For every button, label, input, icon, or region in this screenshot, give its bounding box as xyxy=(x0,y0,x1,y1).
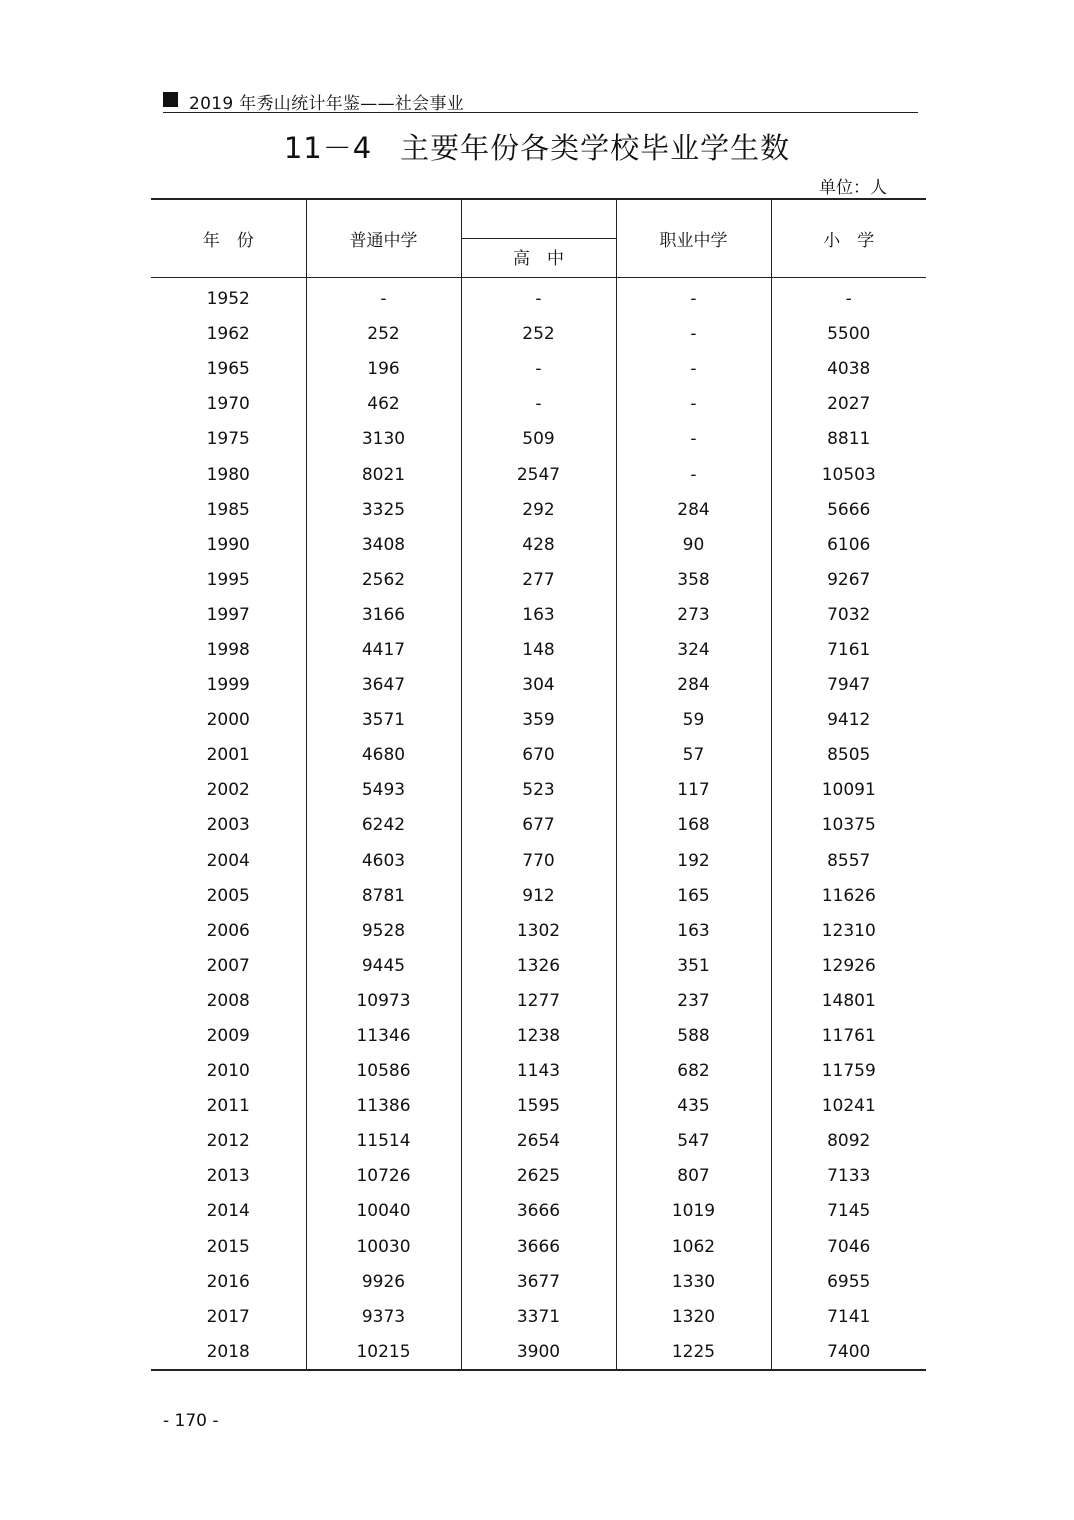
high-school-cell: 1238 xyxy=(461,1018,616,1053)
high-school-cell: 912 xyxy=(461,878,616,913)
year-cell: 2014 xyxy=(206,1201,250,1222)
year-cell: 2008 xyxy=(206,990,250,1011)
vocational-cell: 117 xyxy=(616,773,771,808)
header-high-school: 高 中 xyxy=(461,238,616,277)
general-middle-cell: 11386 xyxy=(306,1089,461,1124)
year-cell: 1980 xyxy=(206,464,250,485)
header-vocational-school: 职业中学 xyxy=(616,199,771,277)
vocational-cell: 57 xyxy=(616,738,771,773)
primary-cell: - xyxy=(771,277,926,317)
table-header xyxy=(151,199,926,277)
primary-cell: 8505 xyxy=(771,738,926,773)
year-cell: 2011 xyxy=(206,1096,250,1117)
table-body xyxy=(151,277,926,1370)
year-cell: 2013 xyxy=(206,1166,250,1187)
primary-cell: 7145 xyxy=(771,1194,926,1229)
high-school-cell: 277 xyxy=(461,562,616,597)
high-school-cell: 148 xyxy=(461,632,616,667)
general-middle-cell: 11514 xyxy=(306,1124,461,1159)
year-cell: 1952 xyxy=(206,289,250,310)
square-bullet-icon xyxy=(163,92,178,107)
high-school-cell: 2654 xyxy=(461,1124,616,1159)
high-school-cell: 3666 xyxy=(461,1194,616,1229)
vocational-cell: - xyxy=(616,387,771,422)
table-row xyxy=(151,562,926,597)
table-row xyxy=(151,913,926,948)
primary-cell: 14801 xyxy=(771,983,926,1018)
year-cell: 1985 xyxy=(206,499,250,520)
year-cell: 2001 xyxy=(206,745,250,766)
table-row xyxy=(151,277,926,317)
running-head xyxy=(163,90,918,113)
vocational-cell: - xyxy=(616,317,771,352)
year-cell: 1975 xyxy=(206,429,250,450)
vocational-cell: 90 xyxy=(616,527,771,562)
vocational-cell: 1225 xyxy=(616,1334,771,1370)
table-row xyxy=(151,317,926,352)
primary-cell: 9267 xyxy=(771,562,926,597)
primary-cell: 2027 xyxy=(771,387,926,422)
table-row xyxy=(151,1194,926,1229)
year-cell: 2002 xyxy=(206,780,250,801)
vocational-cell: 807 xyxy=(616,1159,771,1194)
high-school-cell: 252 xyxy=(461,317,616,352)
table-row xyxy=(151,773,926,808)
primary-cell: 10503 xyxy=(771,457,926,492)
primary-cell: 6955 xyxy=(771,1264,926,1299)
general-middle-cell: 252 xyxy=(306,317,461,352)
general-middle-cell: 3130 xyxy=(306,422,461,457)
vocational-cell: - xyxy=(616,352,771,387)
general-middle-cell: 9373 xyxy=(306,1299,461,1334)
general-middle-cell: 462 xyxy=(306,387,461,422)
general-middle-cell: 4680 xyxy=(306,738,461,773)
high-school-cell: 509 xyxy=(461,422,616,457)
table-row xyxy=(151,422,926,457)
table-row xyxy=(151,738,926,773)
year-cell: 1962 xyxy=(206,324,250,345)
primary-cell: 12310 xyxy=(771,913,926,948)
vocational-cell: 59 xyxy=(616,703,771,738)
header-general-middle-school: 普通中学 xyxy=(306,199,461,277)
primary-cell: 11761 xyxy=(771,1018,926,1053)
primary-cell: 7141 xyxy=(771,1299,926,1334)
high-school-cell: 1277 xyxy=(461,983,616,1018)
vocational-cell: - xyxy=(616,422,771,457)
general-middle-cell: 6242 xyxy=(306,808,461,843)
table-row xyxy=(151,1089,926,1124)
high-school-cell: 770 xyxy=(461,843,616,878)
year-cell: 1998 xyxy=(206,639,250,660)
primary-cell: 7133 xyxy=(771,1159,926,1194)
vocational-cell: 237 xyxy=(616,983,771,1018)
primary-cell: 10375 xyxy=(771,808,926,843)
high-school-cell: 1595 xyxy=(461,1089,616,1124)
vocational-cell: 547 xyxy=(616,1124,771,1159)
general-middle-cell: 10726 xyxy=(306,1159,461,1194)
high-school-cell: - xyxy=(461,277,616,317)
table-title xyxy=(0,126,1074,167)
general-middle-cell: 4603 xyxy=(306,843,461,878)
vocational-cell: 588 xyxy=(616,1018,771,1053)
table-row xyxy=(151,457,926,492)
general-middle-cell: 3647 xyxy=(306,668,461,703)
table-row xyxy=(151,983,926,1018)
primary-cell: 7947 xyxy=(771,668,926,703)
general-middle-cell: 196 xyxy=(306,352,461,387)
primary-cell: 12926 xyxy=(771,948,926,983)
vocational-cell: 284 xyxy=(616,668,771,703)
primary-cell: 10091 xyxy=(771,773,926,808)
vocational-cell: 1330 xyxy=(616,1264,771,1299)
year-cell: 1999 xyxy=(206,675,250,696)
table-row xyxy=(151,1334,926,1370)
primary-cell: 7161 xyxy=(771,632,926,667)
primary-cell: 10241 xyxy=(771,1089,926,1124)
year-cell: 1965 xyxy=(206,359,250,380)
table-row xyxy=(151,703,926,738)
primary-cell: 5666 xyxy=(771,492,926,527)
vocational-cell: 163 xyxy=(616,913,771,948)
year-cell: 2004 xyxy=(206,850,250,871)
general-middle-cell: 11346 xyxy=(306,1018,461,1053)
general-middle-cell: - xyxy=(306,277,461,317)
vocational-cell: 435 xyxy=(616,1089,771,1124)
table-number: 11－4 xyxy=(283,131,373,165)
page-number: - 170 - xyxy=(163,1411,219,1431)
primary-cell: 11759 xyxy=(771,1054,926,1089)
table-row xyxy=(151,492,926,527)
vocational-cell: 324 xyxy=(616,632,771,667)
table-row xyxy=(151,1159,926,1194)
high-school-cell: 677 xyxy=(461,808,616,843)
year-cell: 2012 xyxy=(206,1131,250,1152)
high-school-cell: 428 xyxy=(461,527,616,562)
year-cell: 2007 xyxy=(206,955,250,976)
general-middle-cell: 10040 xyxy=(306,1194,461,1229)
vocational-cell: 165 xyxy=(616,878,771,913)
high-school-cell: 523 xyxy=(461,773,616,808)
vocational-cell: 682 xyxy=(616,1054,771,1089)
header-primary-school: 小 学 xyxy=(771,199,926,277)
primary-cell: 9412 xyxy=(771,703,926,738)
high-school-cell: 1302 xyxy=(461,913,616,948)
table-row xyxy=(151,1054,926,1089)
year-cell: 1997 xyxy=(206,604,250,625)
table-row xyxy=(151,668,926,703)
high-school-cell: 2625 xyxy=(461,1159,616,1194)
general-middle-cell: 10030 xyxy=(306,1229,461,1264)
running-head-text: 2019 年秀山统计年鉴——社会事业 xyxy=(189,94,465,114)
primary-cell: 11626 xyxy=(771,878,926,913)
table-row xyxy=(151,1264,926,1299)
vocational-cell: 168 xyxy=(616,808,771,843)
year-cell: 2000 xyxy=(206,710,250,731)
general-middle-cell: 9528 xyxy=(306,913,461,948)
general-middle-cell: 8781 xyxy=(306,878,461,913)
year-cell: 2015 xyxy=(206,1236,250,1257)
vocational-cell: 192 xyxy=(616,843,771,878)
year-cell: 2006 xyxy=(206,920,250,941)
year-cell: 2016 xyxy=(206,1271,250,1292)
general-middle-cell: 5493 xyxy=(306,773,461,808)
primary-cell: 4038 xyxy=(771,352,926,387)
table-row xyxy=(151,843,926,878)
general-middle-cell: 8021 xyxy=(306,457,461,492)
high-school-cell: 292 xyxy=(461,492,616,527)
vocational-cell: - xyxy=(616,457,771,492)
high-school-cell: 3677 xyxy=(461,1264,616,1299)
table-row xyxy=(151,527,926,562)
table-row xyxy=(151,1018,926,1053)
general-middle-cell: 3166 xyxy=(306,597,461,632)
primary-cell: 5500 xyxy=(771,317,926,352)
general-middle-cell: 3325 xyxy=(306,492,461,527)
table-row xyxy=(151,1299,926,1334)
general-middle-cell: 10973 xyxy=(306,983,461,1018)
general-middle-cell: 10586 xyxy=(306,1054,461,1089)
primary-cell: 7032 xyxy=(771,597,926,632)
high-school-cell: 163 xyxy=(461,597,616,632)
year-cell: 1970 xyxy=(206,394,250,415)
general-middle-cell: 10215 xyxy=(306,1334,461,1370)
unit-label: 单位：人 xyxy=(819,178,887,198)
header-spacer xyxy=(461,199,616,238)
general-middle-cell: 3408 xyxy=(306,527,461,562)
high-school-cell: 2547 xyxy=(461,457,616,492)
year-cell: 2003 xyxy=(206,815,250,836)
table-row xyxy=(151,632,926,667)
primary-cell: 7046 xyxy=(771,1229,926,1264)
general-middle-cell: 2562 xyxy=(306,562,461,597)
table-row xyxy=(151,878,926,913)
vocational-cell: 351 xyxy=(616,948,771,983)
primary-cell: 6106 xyxy=(771,527,926,562)
vocational-cell: 358 xyxy=(616,562,771,597)
year-cell: 2018 xyxy=(206,1341,250,1362)
high-school-cell: - xyxy=(461,352,616,387)
year-cell: 2010 xyxy=(206,1061,250,1082)
year-cell: 2017 xyxy=(206,1306,250,1327)
year-cell: 2005 xyxy=(206,885,250,906)
table-row xyxy=(151,948,926,983)
table-title-text: 主要年份各类学校毕业学生数 xyxy=(400,131,791,165)
table-row xyxy=(151,1229,926,1264)
high-school-cell: 1326 xyxy=(461,948,616,983)
high-school-cell: 304 xyxy=(461,668,616,703)
vocational-cell: 284 xyxy=(616,492,771,527)
year-cell: 1990 xyxy=(206,534,250,555)
table-row xyxy=(151,1124,926,1159)
general-middle-cell: 3571 xyxy=(306,703,461,738)
table-row xyxy=(151,387,926,422)
high-school-cell: 3371 xyxy=(461,1299,616,1334)
general-middle-cell: 9926 xyxy=(306,1264,461,1299)
vocational-cell: 273 xyxy=(616,597,771,632)
primary-cell: 8811 xyxy=(771,422,926,457)
table-row xyxy=(151,352,926,387)
primary-cell: 8557 xyxy=(771,843,926,878)
vocational-cell: - xyxy=(616,277,771,317)
table-row xyxy=(151,597,926,632)
graduates-table xyxy=(151,198,926,1371)
high-school-cell: 670 xyxy=(461,738,616,773)
general-middle-cell: 4417 xyxy=(306,632,461,667)
high-school-cell: 1143 xyxy=(461,1054,616,1089)
general-middle-cell: 9445 xyxy=(306,948,461,983)
year-cell: 1995 xyxy=(206,569,250,590)
year-cell: 2009 xyxy=(206,1026,250,1047)
high-school-cell: 3666 xyxy=(461,1229,616,1264)
vocational-cell: 1019 xyxy=(616,1194,771,1229)
vocational-cell: 1062 xyxy=(616,1229,771,1264)
table-row xyxy=(151,808,926,843)
high-school-cell: - xyxy=(461,387,616,422)
primary-cell: 8092 xyxy=(771,1124,926,1159)
vocational-cell: 1320 xyxy=(616,1299,771,1334)
primary-cell: 7400 xyxy=(771,1334,926,1370)
header-year: 年 份 xyxy=(202,230,254,251)
high-school-cell: 359 xyxy=(461,703,616,738)
high-school-cell: 3900 xyxy=(461,1334,616,1370)
